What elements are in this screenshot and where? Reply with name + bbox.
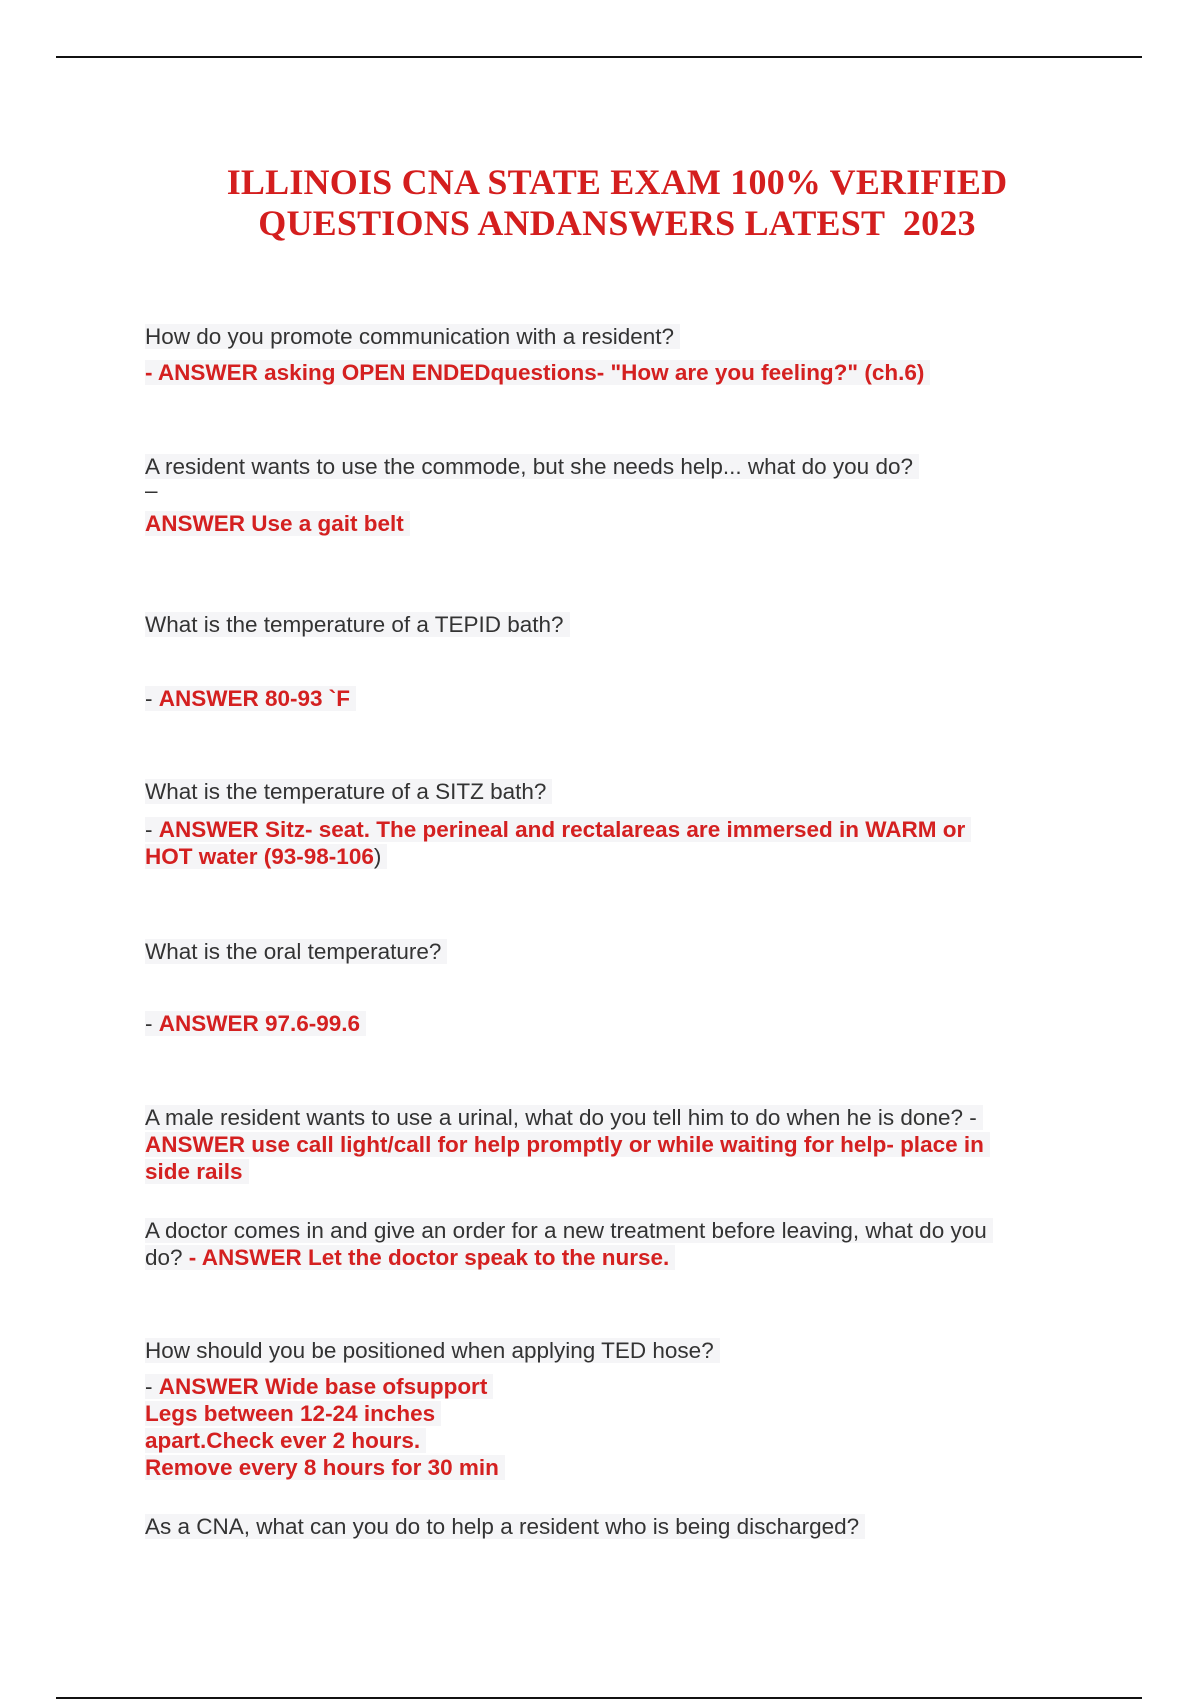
question-text: How should you be positioned when applying TED hose?: [145, 1338, 720, 1363]
answer-text: ANSWER Use a gait belt: [145, 511, 410, 536]
answer-line-2: HOT water (93-98-106: [145, 844, 374, 869]
question-text: What is the temperature of a SITZ bath?: [145, 779, 552, 804]
answer-dash: -: [145, 1374, 159, 1399]
answer-line-1: ANSWER Sitz- seat. The perineal and rectalareas are immersed in WARM or: [158, 817, 966, 842]
answer-text: ANSWER 97.6-99.6: [158, 1011, 361, 1036]
title-line-2: QUESTIONS ANDANSWERS LATEST 2023: [258, 203, 976, 243]
answer-line-3: apart.Check ever 2 hours.: [145, 1428, 426, 1453]
title-line-1: ILLINOIS CNA STATE EXAM 100% VERIFIED: [226, 162, 1008, 202]
answer-line-2-tail: ): [373, 844, 382, 869]
answer-dash: -: [145, 686, 159, 711]
question-line-1: A doctor comes in and give an order for a new treatment before leaving, what do you: [145, 1218, 993, 1243]
answer-line-1: ANSWER use call light/call for help promptly or while waiting for help- place in: [145, 1132, 990, 1157]
answer-line-2: side rails: [145, 1159, 249, 1184]
question-line-2: do?: [145, 1245, 189, 1270]
question-text: A male resident wants to use a urinal, what do you tell him to do when he is done? -: [145, 1105, 983, 1130]
bottom-rule: [56, 1697, 1142, 1699]
qa-item-4: [145, 778, 1065, 870]
top-rule: [56, 56, 1142, 58]
qa-item-8: [145, 1337, 1065, 1481]
question-dash: –: [145, 478, 158, 503]
question-text: A resident wants to use the commode, but she needs help... what do you do?: [145, 454, 919, 479]
answer-text: ANSWER 80-93 `F: [158, 686, 351, 711]
qa-item-9: [145, 1513, 1065, 1540]
qa-item-6: [145, 1104, 1065, 1185]
answer-line-2: Legs between 12-24 inches: [145, 1401, 441, 1426]
answer-dash: -: [145, 817, 159, 842]
question-text: How do you promote communication with a resident?: [145, 324, 680, 349]
question-text: What is the oral temperature?: [145, 939, 447, 964]
question-text: What is the temperature of a TEPID bath?: [145, 612, 570, 637]
document-title: [0, 162, 1200, 244]
qa-item-2: [145, 453, 1065, 537]
qa-item-5: [145, 938, 1065, 1037]
answer-text: - ANSWER asking OPEN ENDEDquestions- "How are you feeling?" (ch.6): [145, 360, 930, 385]
answer-line-4: Remove every 8 hours for 30 min: [145, 1455, 505, 1480]
answer-dash: -: [145, 1011, 159, 1036]
question-text: As a CNA, what can you do to help a resident who is being discharged?: [145, 1514, 865, 1539]
qa-item-1: [145, 323, 1065, 386]
qa-item-7: [145, 1217, 1065, 1271]
answer-inline: - ANSWER Let the doctor speak to the nurse.: [188, 1245, 670, 1270]
qa-item-3: [145, 611, 1065, 712]
answer-line-1: ANSWER Wide base ofsupport: [158, 1374, 488, 1399]
